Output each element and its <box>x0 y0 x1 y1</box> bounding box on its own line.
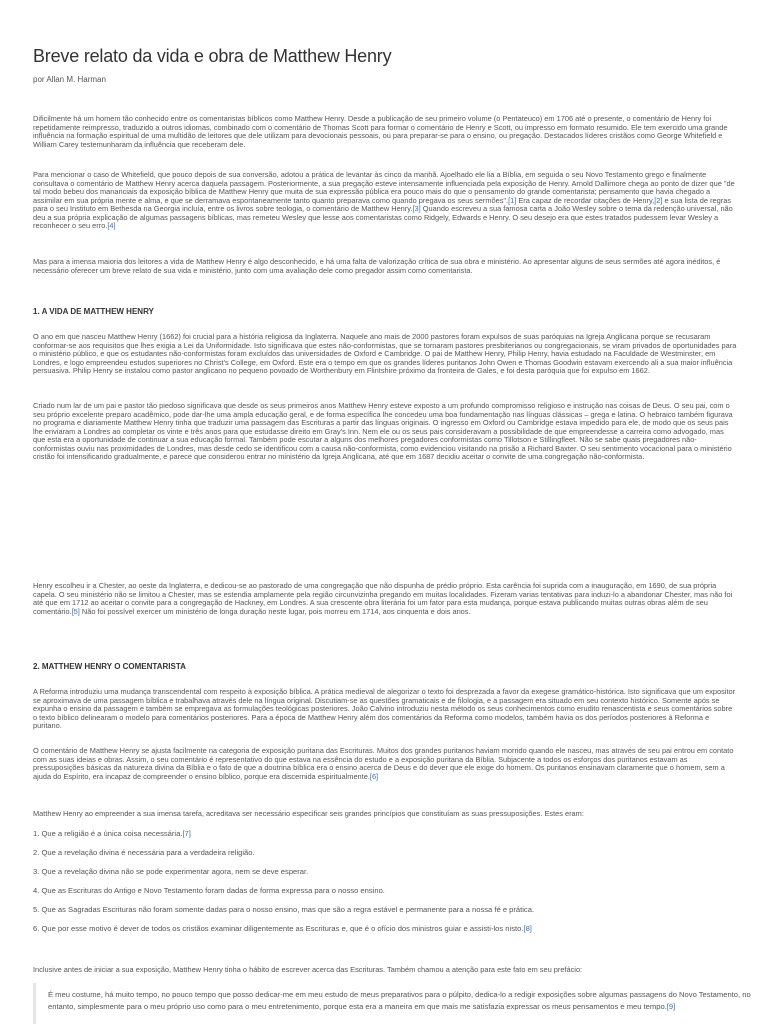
intro-paragraph-3-block <box>33 258 738 275</box>
principle-item-4 <box>33 886 385 895</box>
section-1-paragraph-3-text-a: Henry escolheu ir a Chester, ao oeste da Inglaterra, e dedicou-se ao pastorado de uma congregação que não dispunha de prédio próprio. Esta carência foi suprida com a inauguração, em 1690, de sua própria capela. O seu ministério não se limitou a Chester, mas se estendia amplamente pela região circunvizinha pregando em muitas localidades. Fizeram varias tentativas para induzi-lo a abandonar Chester, mas não foi até que em 1712 ao aceitar o convite para a congregação de Hackney, em Londres. A sua crescente obra literária foi um fator para esta mudança, porque estava publicando muitas outras obras além de seu comentário. <box>33 581 733 616</box>
section-1-paragraph-3 <box>33 582 738 616</box>
intro-paragraph-2-text-b: Era capaz de recordar citações de Henry, <box>516 195 655 205</box>
principle-item-3 <box>33 867 308 876</box>
footnote-link-2[interactable]: [2] <box>654 195 663 205</box>
blockquote-text-body: É meu costume, há muito tempo, no pouco tempo que posso dedicar-me em meu estudo de meus preparativos para o púlpito, dedica-lo a redigir exposições sobre algumas passagens do Novo Testamento, no entanto, simplesmente para o meu próprio uso como para o meu entretenimento, porque esta era a maneira em que mais me satisfazia expressar os meus pensamentos e meu tempo. <box>48 990 751 1011</box>
section-1-heading: 1. A VIDA DE MATTHEW HENRY <box>33 307 154 316</box>
principle-item-3-text: 3. Que a revelação divina não se pode experimentar agora, nem se deve esperar. <box>33 867 309 876</box>
intro-paragraph-3: Mas para a imensa maioria dos leitores a vida de Matthew Henry é algo desconhecido, e há uma falta de valorização crítica de sua obra e ministério. Ao apresentar alguns de seus sermões até agora inéditos, é necessário oferecer um breve relato de sua vida e ministério, junto com uma avaliação dele como pregador assim como comentarista. <box>33 257 721 275</box>
section-2-paragraph-3: Matthew Henry ao empreender a sua imensa tarefa, acreditava ser necessário especificar seis grandes princípios que constituíam as suas pressuposições. Estes eram: <box>33 809 584 818</box>
intro-paragraph-2-block <box>33 171 738 231</box>
section-1-paragraph-2-block <box>33 402 738 462</box>
principle-item-6-text: 6. Que por esse motivo é dever de todos os cristãos examinar diligentemente as Escrituras e, que é o ofício dos ministros guiar e assisti-los nisto. <box>33 924 524 933</box>
section-2-paragraph-1: A Reforma introduziu uma mudança transcendental com respeito à exposição bíblica. A prática medieval de alegorizar o texto foi desprezada a favor da exegese gramático-histórica. Isto significava que um expositor se aproximava de uma passagem bíblica e trabalhava através dele na língua original. Discutiam-se as questões gramaticais e de filologia, e a passagem era situado em seu contexto histórico. Somente após se expunha o ensino da passagem e também se empregava as formulações teológicas posteriores. João Calvino introduziu nesta método os seus conhecimentos como erudito renascentista e seus comentários sobre o texto bíblico delinearam o modelo para comentários posteriores. Para a época de Matthew Henry além dos comentários da Reforma como modelos, também havia os dos períodos posteriores à Reforma e puritano. <box>33 687 736 730</box>
footnote-link-9[interactable]: [9] <box>666 1002 676 1011</box>
section-2-paragraph-4: Inclusive antes de iniciar a sua exposição, Matthew Henry tinha o hábito de escrever acerca das Escrituras. Também chamou a atenção para este fato em seu prefácio: <box>33 965 583 974</box>
section-2-paragraph-2 <box>33 747 738 781</box>
section-2-paragraph-4-block <box>33 966 738 975</box>
intro-paragraph-2-text-d: Quando escreveu a sua famosa carta a João Wesley sobre o tema da redenção universal, não deu a sua própria explicação de algumas passagens bíblicas, mas remeteu Wesley que lesse aos comentaristas como Ridgely, Edwards e Henry. O seu desejo era que estes tratados pudessem levar Wesley a reconhecer o seu erro. <box>33 204 733 230</box>
section-1-paragraph-2: Criado num lar de um pai e pastor tão piedoso significava que desde os seus primeiros anos Matthew Henry esteve exposto a um profundo compromisso religioso e instrução nas coisas de Deus. O seu pai, com o seu próprio excelente preparo acadêmico, pode dar-lhe uma ampla educação geral, e de forma específica lhe concedeu uma boa fundamentação nas línguas clássicas – grega e latina. O hebraico também figurava no programa e diariamente Matthew Henry tinha que traduzir uma passagem das Escrituras a partir das línguas originais. O ingresso em Oxford ou Cambridge estava impedido para ele, de modo que os seus pais lhe enviaram a Londres ao completar os vinte e três anos para que estudasse direito em Gray's Inn. Nem ele ou os seus pais consideravam a possibilidade de que empreendesse a carreira como advogado, mas que esta era a oportunidade de continuar a sua educação formal. Também pode escutar a alguns dos melhores pregadores conformistas como Tillotson e Stillingfleet. Não se sabe quais pregadores não-conformistas ouviu nas proximidades de Londres, mas desde cedo se identificou com a causa não-conformista, como evidenciou visitando na prisão a Richard Baxter. O seu sentimento vocacional para o ministério cristão foi intensificando gradualmente, e parece que considerou entrar no ministério da Igreja Anglicana, até que em 1687 decidiu aceitar o convite de uma congregação não-conformista. <box>33 401 733 461</box>
intro-paragraph-1-block <box>33 115 738 149</box>
section-1-paragraph-1: O ano em que nasceu Matthew Henry (1662) foi crucial para a história religiosa da Inglaterra. Naquele ano mais de 2000 pastores foram expulsos de suas paróquias na Igreja Anglicana porque se recusaram conformar-se aos requisitos que lhes exigia a Lei da Uniformidade. Isto significava que estes não-conformistas, que se tornaram pastores presbiterianos ou congregacionais, se viram privados de oportunidades para o ministério público, e que os estudantes não-conformistas foram excluídos das universidades de Oxford e Cambridge. O pai de Matthew Henry, Philip Henry, havia estudado na Faculdade de Westminster, em Londres, e logo empreendeu estudos superiores no Christ's College, em Oxford. Este era o tempo em que os grandes líderes puritanos John Owen e Thomas Goodwin estavam exercendo ali a sua maior influência persuasiva. Philip Henry se instalou como pastor anglicano no pequeno povoado de Worthenbury em Flintshire próximo da fronteira de Gales, e foi desta paróquia que foi expulso em 1662. <box>33 332 737 375</box>
footnote-link-6[interactable]: [6] <box>369 771 379 781</box>
blockquote <box>33 983 756 1024</box>
footnote-link-5[interactable]: [5] <box>71 606 80 616</box>
footnote-link-4[interactable]: [4] <box>107 221 116 230</box>
intro-paragraph-2 <box>33 171 738 231</box>
intro-paragraph-2-text-a: Para mencionar o caso de Whitefield, que pouco depois de sua conversão, adotou a prática de levantar às cinco da manhã. Ajoelhado ele lia a Bíblia, em seguida o seu Novo Testamento grego e finalmente consultava o comentário de Matthew Henry acerca daquela passagem. Posteriormente, a sua pregação esteve intensamente influenciada pela exposição de Henry. Arnold Dallimore chega ao ponto de dizer que "de tal modo bebeu dos mananciais da exposição bíblica de Matthew Henry que muita de sua expressão pública era pouco mais do que o pensamento do grande comentarista; pensamento que havia chegado a assimilar em sua própria mente e alma, e que se derramava espontaneamente tanto quanto preparava como quando pregava os seus sermões". <box>33 170 735 205</box>
principle-item-1 <box>33 829 191 838</box>
principle-item-2-text: 2. Que a revelação divina é necessária para a verdadeira religião. <box>33 848 255 857</box>
section-2-paragraph-1-block <box>33 688 738 731</box>
footnote-link-8[interactable]: [8] <box>523 924 532 933</box>
footnote-link-7[interactable]: [7] <box>182 829 191 838</box>
section-1-paragraph-3-text-b: Não foi possível exercer um ministério de longa duração neste lugar, pois morreu em 1714, aos cinquenta e dois anos. <box>79 606 471 616</box>
section-1-paragraph-3-block <box>33 582 738 616</box>
footnote-link-3[interactable]: [3] <box>412 204 421 213</box>
section-2-paragraph-3-block <box>33 810 738 819</box>
article-title: Breve relato da vida e obra de Matthew Henry <box>33 46 392 66</box>
principle-item-1-text: 1. Que a religião é a única coisa necessária. <box>33 829 183 838</box>
article-byline: por Allan M. Harman <box>33 75 106 84</box>
section-2-paragraph-2-block <box>33 747 738 781</box>
section-1-paragraph-1-block <box>33 333 738 376</box>
intro-paragraph-2-text-c: e sua lista de regras para o seu Instituto em Bethesda na Georgia incluía, entre os livros sobre teologia, o comentário de Matthew Henry. <box>33 195 732 213</box>
principle-item-4-text: 4. Que as Escrituras do Antigo e Novo Testamento foram dadas de forma expressa para o nosso ensino. <box>33 886 385 895</box>
section-2-heading: 2. MATTHEW HENRY O COMENTARISTA <box>33 662 186 671</box>
principle-item-5 <box>33 905 534 914</box>
principle-item-2 <box>33 848 255 857</box>
principle-item-6 <box>33 924 532 933</box>
principle-item-5-text: 5. Que as Sagradas Escrituras não foram somente dadas para o nosso ensino, mas que são a regra estável e permanente para a nossa fé e prática. <box>33 905 535 914</box>
section-2-paragraph-2-text: O comentário de Matthew Henry se ajusta facilmente na categoria de exposição puritana das Escrituras. Muitos dos grandes puritanos haviam morrido quando ele nasceu, mas através de seu pai entrou em contato com as suas ideias e obras. Assim, o seu comentário é representativo do que estava na essência do estudo e a exposição puritana da Bíblia. Subjacente a todos os esforços dos puritanos estavam as pressuposições básicas da natureza divina da Bíblia e o fato de que a doutrina bíblica era o ensino acerca de Deus e do dever que ele exige do homem. Os puritanos ensinavam claramente que o homem, sem a ajuda do Espírito, era incapaz de compreender o ensino bíblico, porque era discernida espiritualmente. <box>33 746 734 781</box>
footnote-link-1[interactable]: [1] <box>508 195 517 205</box>
intro-paragraph-1: Dificilmente há um homem tão conhecido entre os comentaristas bíblicos como Matthew Henry. Desde a publicação de seu primeiro volume (o Pentateuco) em 1706 até o presente, o comentário de Henry foi repetidamente reimpresso, traduzido a outros idiomas, combinado com o comentário de Thomas Scott para formar o comentário de Henry e Scott, ou impresso em formato resumido. Ele tem exercido uma grande influência na formação espiritual de uma multidão de leitores que dele utilizam para devocionais pessoais, ou para preparar-se para o ensino, ou pregação. Destacados líderes cristãos como George Whitefield e William Carey testemunharam da influência que receberam dele. <box>33 114 728 149</box>
blockquote-text <box>36 983 756 1013</box>
